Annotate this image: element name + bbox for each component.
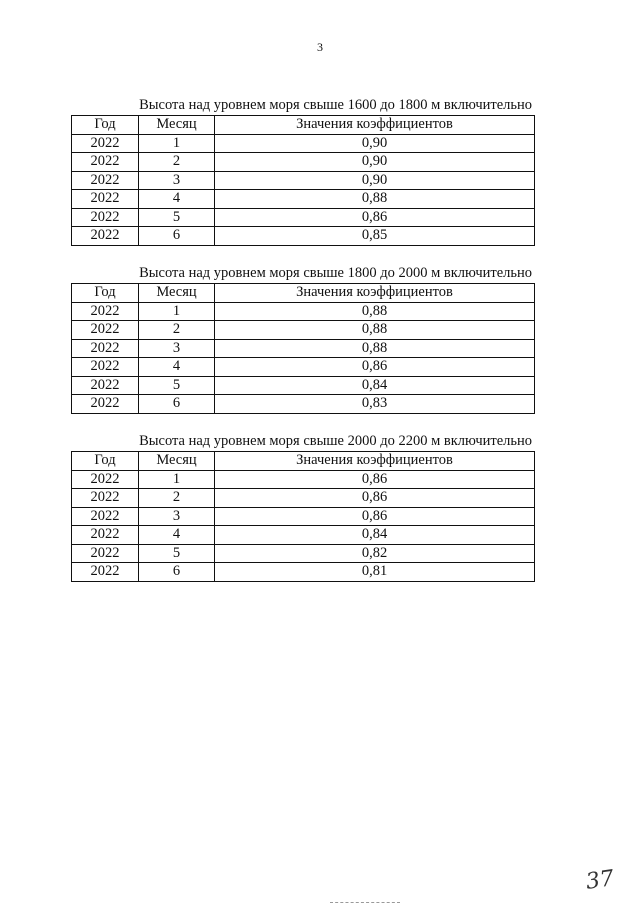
cell-month: 4	[139, 190, 215, 209]
table-row	[72, 507, 535, 526]
page-number: 3	[317, 40, 323, 54]
coefficient-table	[71, 115, 535, 246]
header-month: Месяц	[139, 284, 215, 303]
table-row	[72, 358, 535, 377]
cell-year: 2022	[72, 339, 139, 358]
cell-coefficient: 0,88	[215, 190, 535, 209]
table-row	[72, 153, 535, 172]
cell-coefficient: 0,88	[215, 302, 535, 321]
handwritten-sheet-number: 37	[584, 866, 616, 895]
cell-coefficient: 0,85	[215, 227, 535, 246]
header-year: Год	[72, 452, 139, 471]
cell-coefficient: 0,84	[215, 526, 535, 545]
cell-month: 2	[139, 489, 215, 508]
cell-year: 2022	[72, 153, 139, 172]
cell-month: 2	[139, 321, 215, 340]
table-row	[72, 208, 535, 227]
cell-month: 4	[139, 358, 215, 377]
cell-coefficient: 0,86	[215, 470, 535, 489]
coefficient-section-1600-1800	[71, 95, 534, 246]
header-coefficient: Значения коэффициентов	[215, 452, 535, 471]
table-row	[72, 544, 535, 563]
coefficient-section-1800-2000	[71, 263, 534, 414]
coefficient-table	[71, 451, 535, 582]
cell-month: 5	[139, 208, 215, 227]
scan-artifact-divider	[330, 902, 400, 903]
cell-coefficient: 0,82	[215, 544, 535, 563]
table-row	[72, 376, 535, 395]
header-year: Год	[72, 284, 139, 303]
cell-year: 2022	[72, 302, 139, 321]
section-title: Высота над уровнем моря свыше 1800 до 2000 м включительно	[139, 265, 532, 281]
cell-month: 6	[139, 395, 215, 414]
table-row	[72, 526, 535, 545]
cell-month: 1	[139, 134, 215, 153]
cell-coefficient: 0,83	[215, 395, 535, 414]
header-month: Месяц	[139, 452, 215, 471]
cell-month: 4	[139, 526, 215, 545]
cell-coefficient: 0,84	[215, 376, 535, 395]
cell-coefficient: 0,86	[215, 507, 535, 526]
header-year: Год	[72, 116, 139, 135]
table-row	[72, 563, 535, 582]
section-title: Высота над уровнем моря свыше 2000 до 2200 м включительно	[139, 433, 532, 449]
cell-month: 6	[139, 227, 215, 246]
table-row	[72, 489, 535, 508]
cell-coefficient: 0,81	[215, 563, 535, 582]
cell-year: 2022	[72, 358, 139, 377]
cell-year: 2022	[72, 563, 139, 582]
table-row	[72, 171, 535, 190]
cell-year: 2022	[72, 171, 139, 190]
cell-month: 5	[139, 376, 215, 395]
cell-coefficient: 0,90	[215, 134, 535, 153]
cell-month: 3	[139, 339, 215, 358]
cell-month: 5	[139, 544, 215, 563]
cell-year: 2022	[72, 190, 139, 209]
cell-coefficient: 0,88	[215, 321, 535, 340]
cell-year: 2022	[72, 134, 139, 153]
table-row	[72, 395, 535, 414]
cell-coefficient: 0,90	[215, 153, 535, 172]
table-row	[72, 321, 535, 340]
section-title: Высота над уровнем моря свыше 1600 до 1800 м включительно	[139, 97, 532, 113]
table-header-row	[72, 452, 535, 471]
table-row	[72, 339, 535, 358]
cell-month: 3	[139, 507, 215, 526]
table-header-row	[72, 116, 535, 135]
header-coefficient: Значения коэффициентов	[215, 284, 535, 303]
table-row	[72, 470, 535, 489]
cell-coefficient: 0,86	[215, 208, 535, 227]
cell-year: 2022	[72, 227, 139, 246]
cell-year: 2022	[72, 489, 139, 508]
cell-coefficient: 0,86	[215, 489, 535, 508]
cell-month: 1	[139, 470, 215, 489]
coefficient-table	[71, 283, 535, 414]
cell-year: 2022	[72, 395, 139, 414]
cell-month: 6	[139, 563, 215, 582]
table-row	[72, 134, 535, 153]
cell-year: 2022	[72, 507, 139, 526]
table-header-row	[72, 284, 535, 303]
cell-year: 2022	[72, 526, 139, 545]
cell-year: 2022	[72, 544, 139, 563]
cell-coefficient: 0,90	[215, 171, 535, 190]
cell-coefficient: 0,88	[215, 339, 535, 358]
table-row	[72, 302, 535, 321]
cell-year: 2022	[72, 208, 139, 227]
cell-year: 2022	[72, 321, 139, 340]
cell-month: 1	[139, 302, 215, 321]
header-coefficient: Значения коэффициентов	[215, 116, 535, 135]
cell-year: 2022	[72, 470, 139, 489]
table-row	[72, 227, 535, 246]
coefficient-section-2000-2200	[71, 431, 534, 582]
table-row	[72, 190, 535, 209]
cell-year: 2022	[72, 376, 139, 395]
cell-month: 2	[139, 153, 215, 172]
header-month: Месяц	[139, 116, 215, 135]
cell-coefficient: 0,86	[215, 358, 535, 377]
cell-month: 3	[139, 171, 215, 190]
